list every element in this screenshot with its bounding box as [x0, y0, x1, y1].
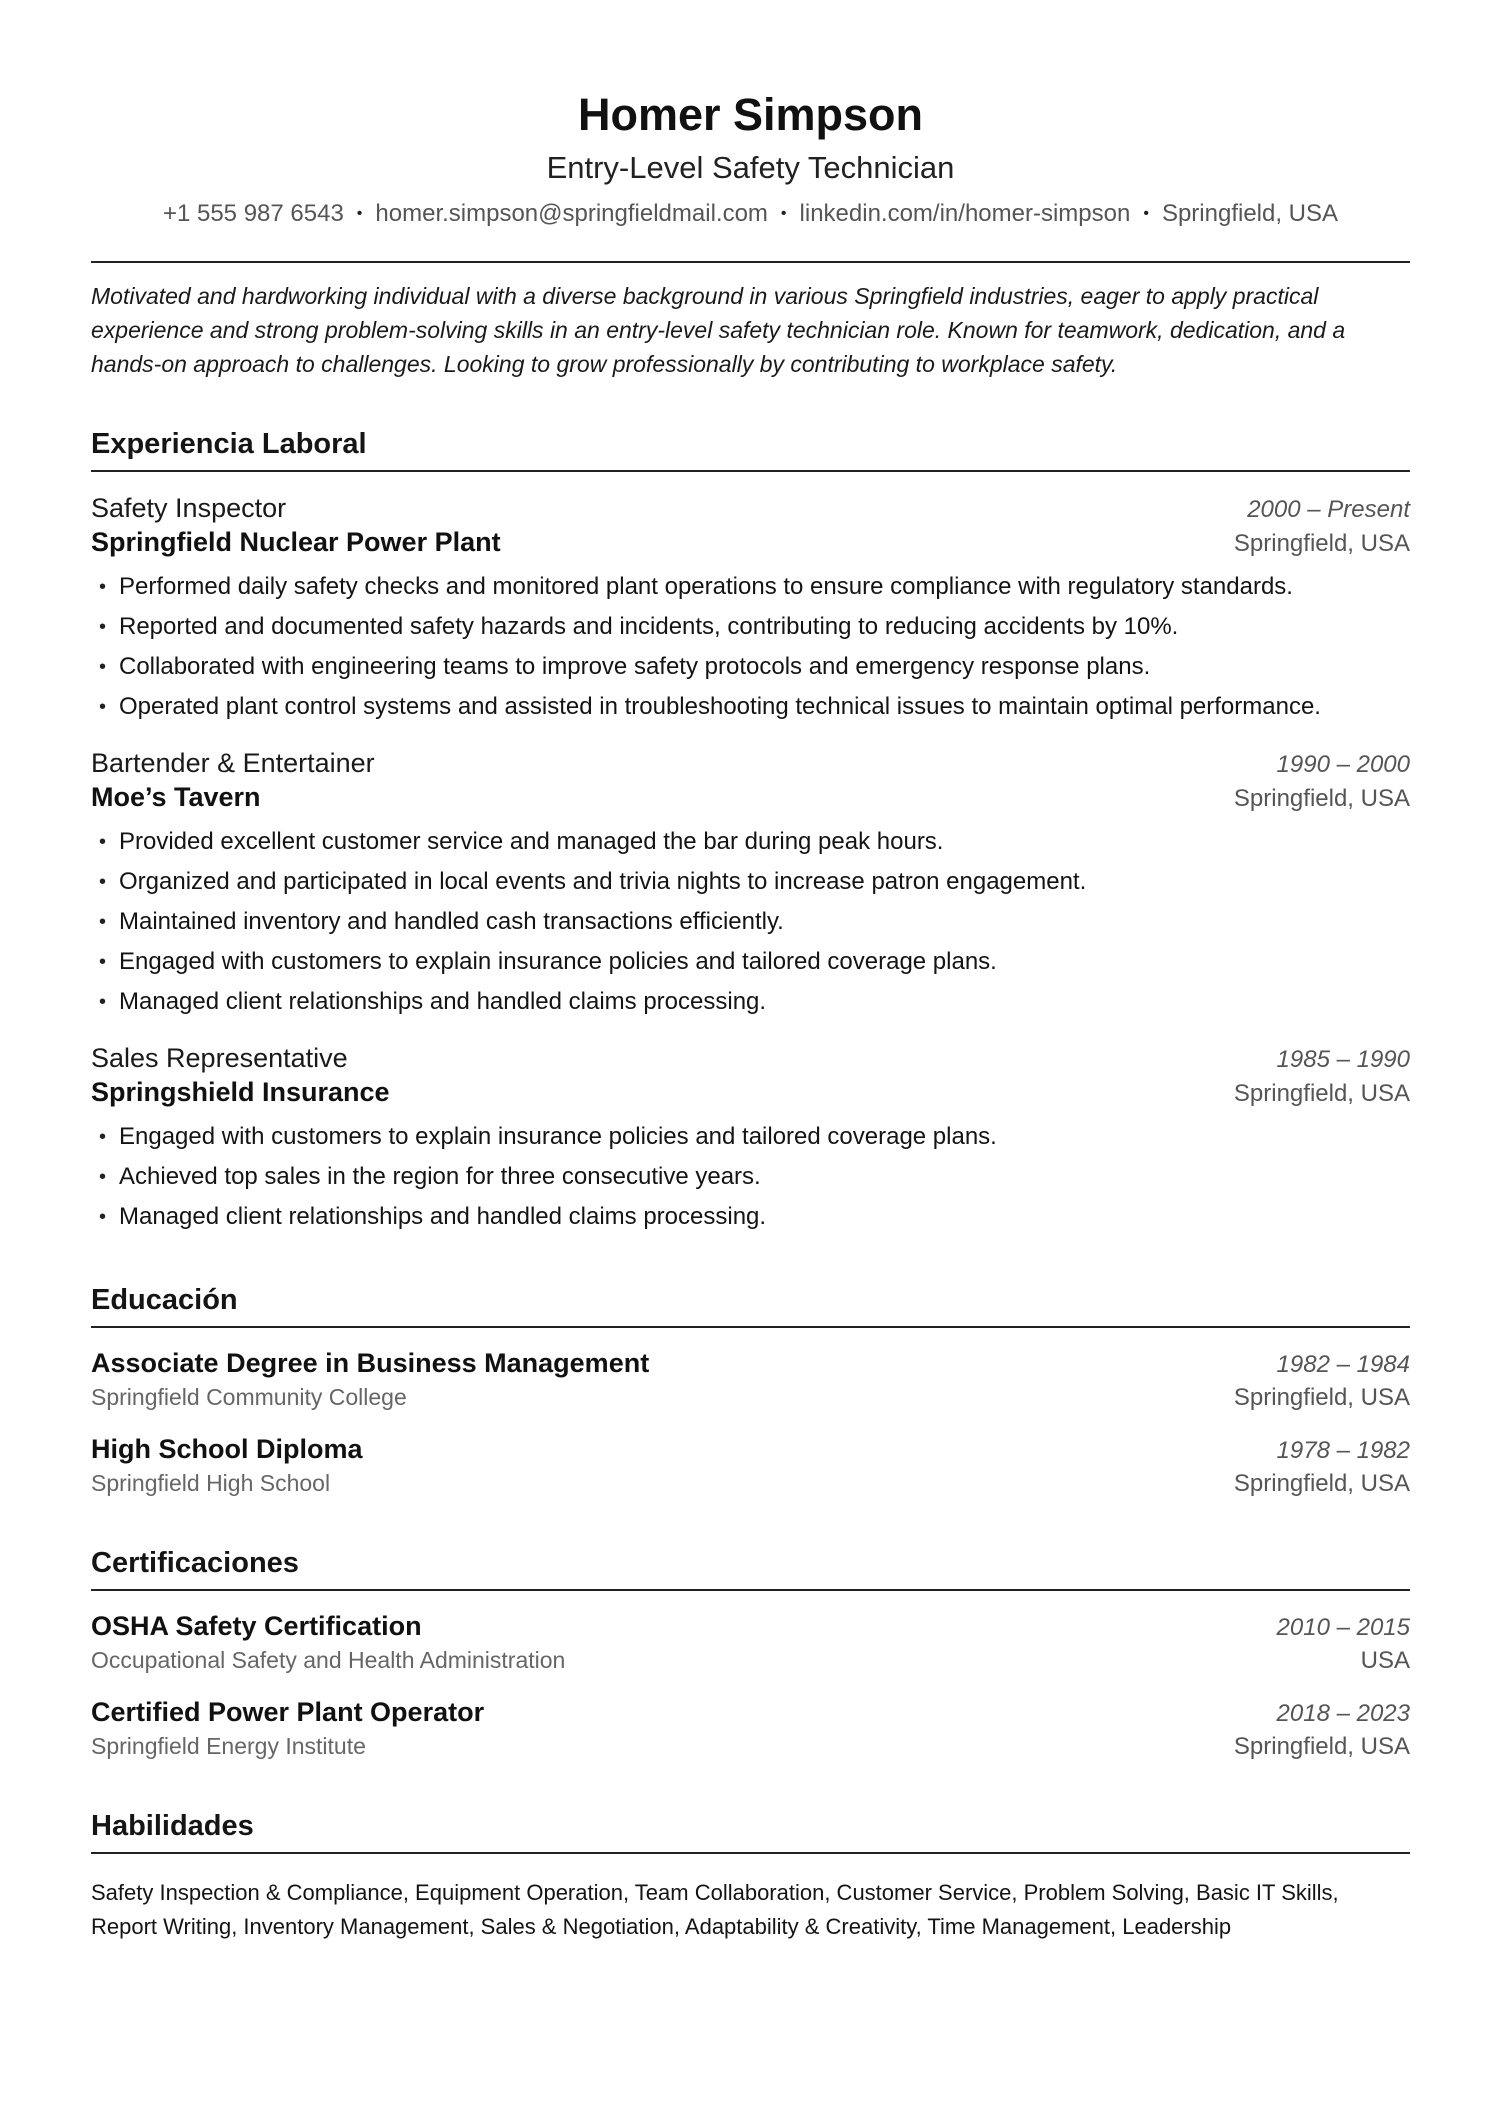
section-divider [91, 1852, 1410, 1854]
contact-separator: • [356, 205, 363, 222]
degree-name: High School Diploma [91, 1434, 363, 1464]
job-bullet: • Engaged with customers to explain insurance policies and tailored coverage plans. [91, 1117, 1410, 1157]
job-dates: 1985 – 1990 [1276, 1046, 1410, 1073]
certification-entry [91, 1609, 1410, 1677]
section-title-education: Educación [91, 1284, 238, 1316]
job-bullets [91, 822, 1410, 1022]
job-bullet: • Maintained inventory and handled cash transactions efficiently. [91, 902, 1410, 942]
job-title: Sales Representative [91, 1043, 348, 1073]
job-entry [91, 491, 1410, 727]
section-title-certifications: Certificaciones [91, 1547, 299, 1579]
education-dates: 1982 – 1984 [1276, 1351, 1410, 1378]
job-dates: 2000 – Present [1247, 496, 1410, 523]
contact-separator: • [1143, 205, 1149, 222]
job-entry [91, 746, 1410, 1022]
job-bullet: • Reported and documented safety hazards and incidents, contributing to reducing accidents by 10%. [91, 607, 1410, 647]
certification-name: OSHA Safety Certification [91, 1611, 422, 1641]
experience-section [91, 427, 1410, 1237]
contact-linkedin[interactable]: linkedin.com/in/homer-simpson [799, 200, 1131, 227]
education-entry [91, 1432, 1410, 1500]
job-title: Safety Inspector [91, 493, 287, 523]
certification-entry [91, 1695, 1410, 1763]
job-bullet: • Engaged with customers to explain insurance policies and tailored coverage plans. [91, 942, 1410, 982]
profile-summary: Motivated and hardworking individual with a diverse background in various Springfield industries, eager to apply practical experience and strong problem-solving skills in an entry-level safety technician role. Known for teamwork, dedication, and a hands-on approach to challenges. Looking to grow professionally by contributing to workplace safety. [91, 283, 1346, 377]
contact-location: Springfield, USA [1161, 200, 1339, 227]
section-divider [91, 1589, 1410, 1591]
candidate-name: Homer Simpson [577, 89, 924, 140]
header-divider [91, 261, 1410, 263]
section-title-experience: Experiencia Laboral [91, 428, 367, 460]
job-location: Springfield, USA [1233, 785, 1410, 812]
job-bullet: • Managed client relationships and handled claims processing. [91, 982, 1410, 1022]
education-section [91, 1283, 1410, 1500]
skills-list: Safety Inspection & Compliance, Equipment Operation, Team Collaboration, Customer Service, Problem Solving, Basic IT Skills, Report Writing, Inventory Management, Sales & Negotiation, Adaptability & Creativity, Time Management, Leadership [91, 1880, 1339, 1939]
job-company: Springfield Nuclear Power Plant [91, 527, 501, 557]
contact-phone: +1 555 987 6543 [162, 200, 344, 227]
school-name: Springfield High School [91, 1470, 331, 1496]
school-name: Springfield Community College [91, 1384, 407, 1410]
resume-page [91, 88, 1410, 1944]
job-entry [91, 1041, 1410, 1237]
certification-dates: 2018 – 2023 [1276, 1700, 1410, 1727]
job-bullet: • Organized and participated in local events and trivia nights to increase patron engagement. [91, 862, 1410, 902]
education-location: Springfield, USA [1233, 1384, 1410, 1411]
job-bullet: • Managed client relationships and handled claims processing. [91, 1197, 1410, 1237]
job-location: Springfield, USA [1233, 530, 1410, 557]
certification-name: Certified Power Plant Operator [91, 1697, 485, 1727]
section-title-skills: Habilidades [91, 1810, 254, 1842]
candidate-role: Entry-Level Safety Technician [546, 150, 955, 185]
job-company: Springshield Insurance [91, 1077, 390, 1107]
contact-separator: • [780, 205, 787, 222]
job-location: Springfield, USA [1233, 1080, 1410, 1107]
certification-issuer: Occupational Safety and Health Administration [91, 1647, 566, 1673]
job-title: Bartender & Entertainer [91, 748, 375, 778]
job-bullet: • Provided excellent customer service and managed the bar during peak hours. [91, 822, 1410, 862]
skills-section [91, 1809, 1410, 1944]
contact-email[interactable]: homer.simpson@springfieldmail.com [375, 200, 768, 227]
job-bullet: • Achieved top sales in the region for three consecutive years. [91, 1157, 1410, 1197]
job-bullet: • Performed daily safety checks and monitored plant operations to ensure compliance with regulatory standards. [91, 567, 1410, 607]
certification-location: Springfield, USA [1233, 1733, 1410, 1760]
certification-location: USA [1360, 1647, 1410, 1674]
education-location: Springfield, USA [1233, 1470, 1410, 1497]
degree-name: Associate Degree in Business Management [91, 1348, 650, 1378]
section-divider [91, 470, 1410, 472]
certification-issuer: Springfield Energy Institute [91, 1733, 366, 1759]
job-bullets [91, 1117, 1410, 1237]
contact-line [91, 199, 1410, 229]
job-bullet: • Operated plant control systems and assisted in troubleshooting technical issues to maintain optimal performance. [91, 687, 1410, 727]
education-entry [91, 1346, 1410, 1414]
certification-dates: 2010 – 2015 [1276, 1614, 1410, 1641]
education-dates: 1978 – 1982 [1276, 1437, 1410, 1464]
job-dates: 1990 – 2000 [1276, 751, 1410, 778]
job-company: Moe’s Tavern [91, 782, 261, 812]
resume-header [91, 88, 1410, 229]
section-divider [91, 1326, 1410, 1328]
certifications-section [91, 1546, 1410, 1763]
job-bullet: • Collaborated with engineering teams to improve safety protocols and emergency response plans. [91, 647, 1410, 687]
job-bullets [91, 567, 1410, 727]
